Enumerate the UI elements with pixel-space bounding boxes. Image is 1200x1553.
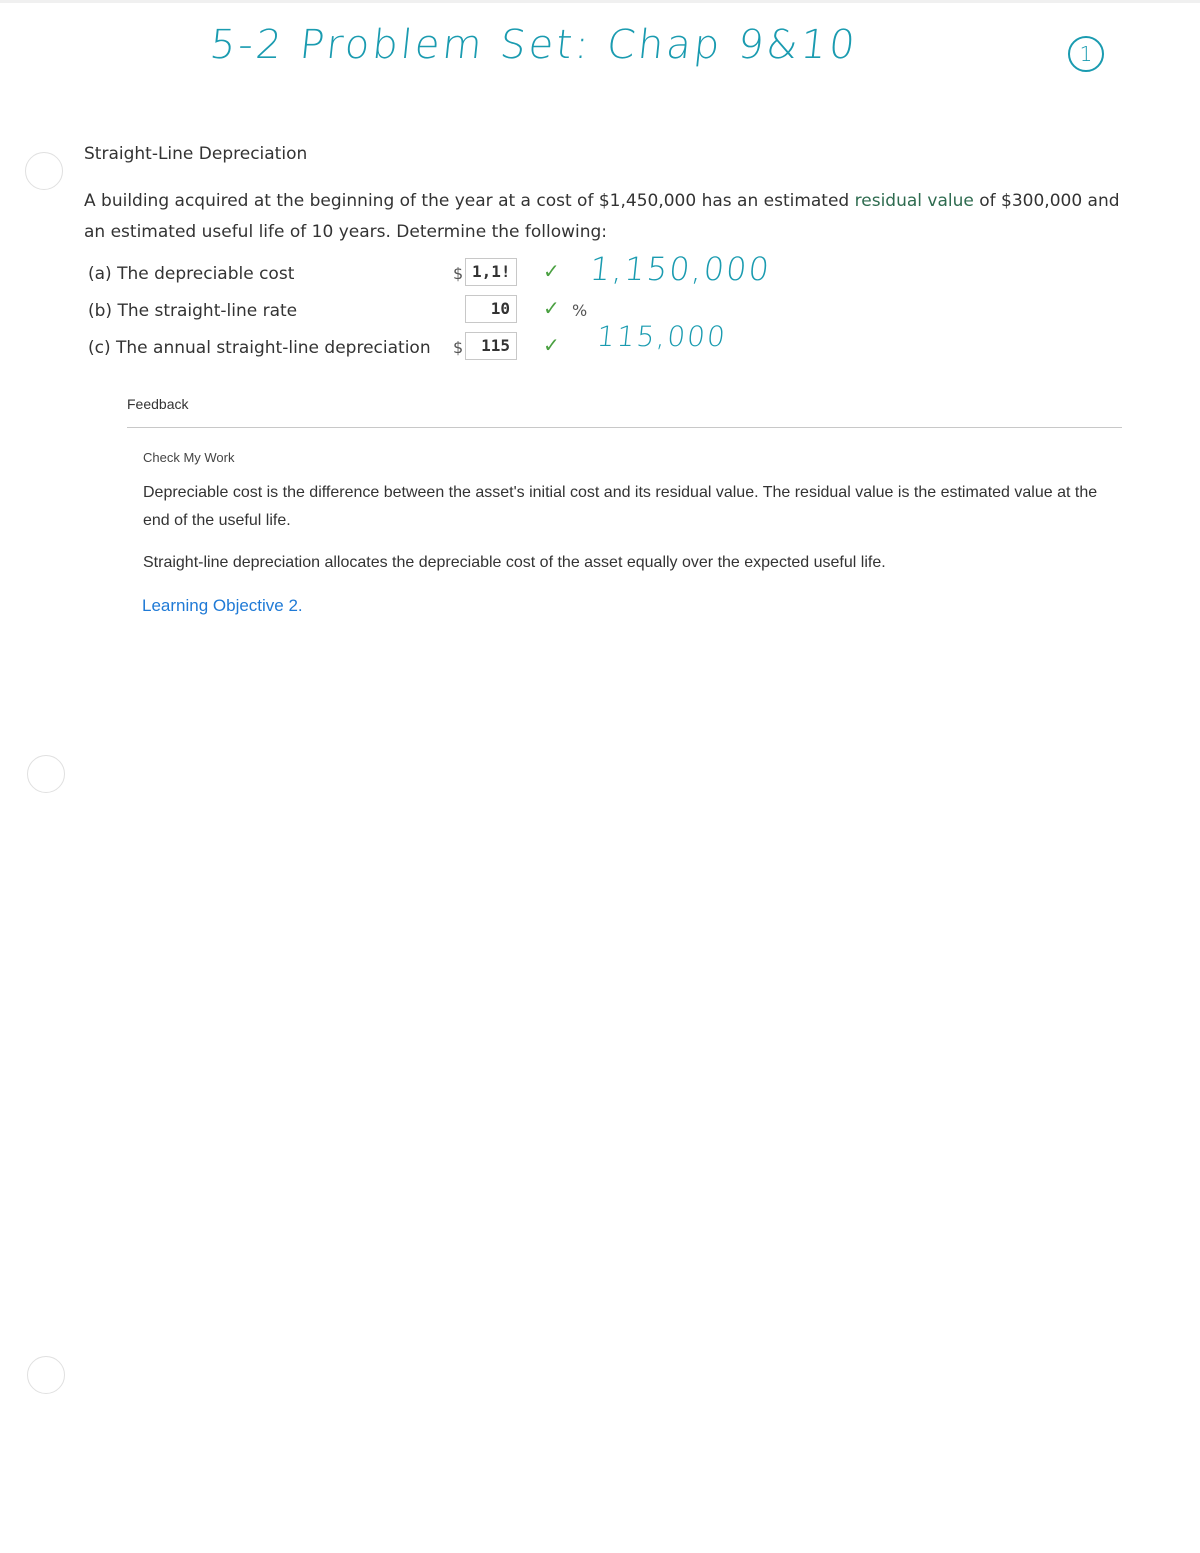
feedback-label: Feedback xyxy=(127,396,189,412)
scan-edge xyxy=(0,0,1200,3)
row-a-check-icon: ✓ xyxy=(543,259,560,283)
row-a-dollar: $ xyxy=(453,264,464,283)
problem-text xyxy=(84,186,1144,248)
row-c-label: (c) The annual straight-line depreciation xyxy=(88,338,431,358)
handwritten-title: 5-2 Problem Set: Chap 9&10 xyxy=(207,22,861,68)
handwritten-page-number: 1 xyxy=(1068,36,1104,72)
handwritten-answer-c: 115,000 xyxy=(595,320,729,353)
feedback-paragraph-2: Straight-line depreciation allocates the depreciable cost of the asset equally over the expected useful life. xyxy=(143,554,886,571)
punch-hole-bottom xyxy=(27,1356,65,1394)
residual-value-term[interactable]: residual value xyxy=(854,191,974,211)
handwritten-answer-a: 1,150,000 xyxy=(588,250,773,288)
feedback-divider xyxy=(127,427,1122,428)
row-b-percent-unit: % xyxy=(572,301,588,320)
problem-heading: Straight-Line Depreciation xyxy=(84,144,308,164)
learning-objective-link[interactable]: Learning Objective 2. xyxy=(142,596,303,615)
punch-hole-middle xyxy=(27,755,65,793)
straight-line-rate-input[interactable]: 10 xyxy=(465,295,517,323)
row-a-label: (a) The depreciable cost xyxy=(88,264,295,284)
depreciable-cost-input[interactable]: 1,1! xyxy=(465,258,517,286)
annual-depreciation-input[interactable]: 115 xyxy=(465,332,517,360)
check-my-work-title: Check My Work xyxy=(143,450,235,465)
row-b-check-icon: ✓ xyxy=(543,296,560,320)
problem-text-after: of $300,000 and an estimated useful life of 10 years. Determine the following: xyxy=(84,191,1120,242)
feedback-paragraph-1: Depreciable cost is the difference between the asset's initial cost and its residual value. The residual value is the estimated value at the end of the useful life. xyxy=(143,484,1098,529)
row-c-dollar: $ xyxy=(453,338,464,357)
row-c-check-icon: ✓ xyxy=(543,333,560,357)
punch-hole-top xyxy=(25,152,63,190)
problem-text-before: A building acquired at the beginning of the year at a cost of $1,450,000 has an estimated xyxy=(84,191,855,211)
row-b-label: (b) The straight-line rate xyxy=(88,301,298,321)
